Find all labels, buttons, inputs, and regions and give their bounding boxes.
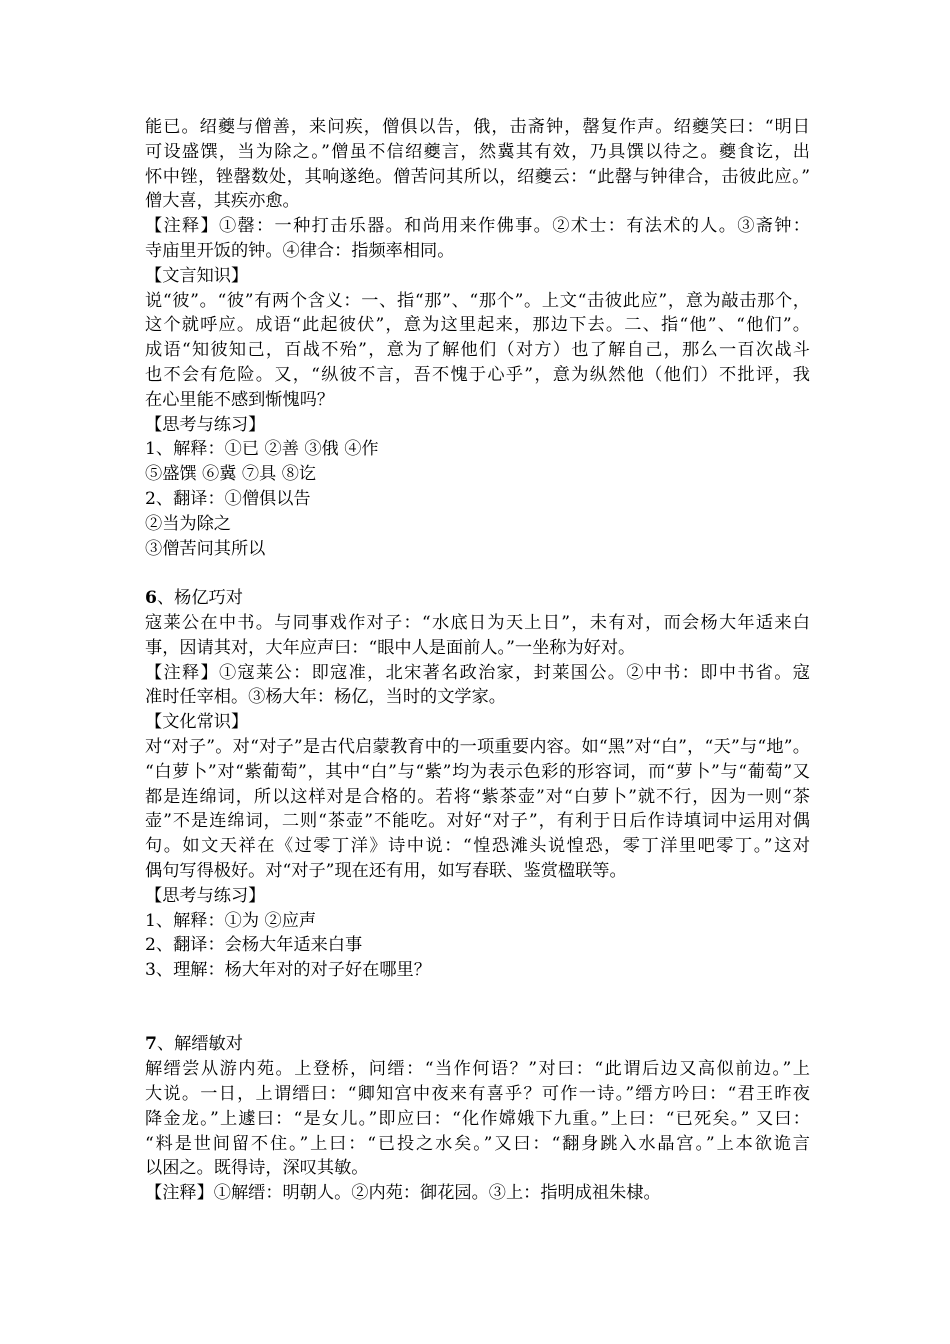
text-line: 这个就呼应。成语“此起彼伏”，意为这里起来，那边下去。二、指“他”、“他们”。: [145, 315, 810, 336]
text-line: 降金龙。”上遽曰：“是女儿。”即应曰：“化作嫦娥下九重。”上曰：“已死矣。” 又曰：: [145, 1108, 810, 1129]
section-7-body: [145, 1057, 810, 1181]
section-6-notes: [145, 661, 810, 711]
section-5-notes: [145, 214, 810, 264]
text-line: 大说。一日，上谓缙曰：“卿知宫中夜来有喜乎？可作一诗。”缙方吟曰：“君王昨夜: [145, 1084, 810, 1105]
text-line: 【注释】①寇莱公：即寇准，北宋著名政治家，封莱国公。②中书：即中书省。寇: [145, 662, 810, 683]
exercise-item: 1、解释：①为 ②应声: [145, 910, 317, 931]
section-6-culture: [145, 735, 810, 884]
exercise-item: ③僧苦问其所以: [145, 538, 266, 559]
text-line: 可设盛馔，当为除之。”僧虽不信绍夔言，然冀其有效，乃具馔以待之。夔食讫，出: [145, 141, 810, 162]
text-line: 怀中锉，锉罄数处，其响遂绝。僧苦问其所以，绍夔云：“此罄与钟律合，击彼此应。”: [145, 166, 810, 187]
text-line: 准时任宰相。③杨大年：杨亿，当时的文学家。: [145, 687, 506, 708]
text-line: 能已。绍夔与僧善，来问疾，僧俱以告，俄，击斋钟，罄复作声。绍夔笑曰：“明日: [145, 117, 810, 137]
section-5-knowledge-title: 【文言知识】: [145, 265, 249, 286]
text-line: 寇莱公在中书。与同事戏作对子：“水底日为天上日”，未有对，而会杨大年适来白: [145, 612, 810, 633]
text-line: 说“彼”。“彼”有两个含义：一、指“那”、“那个”。上文“击彼此应”，意为敲击那个，: [145, 290, 810, 311]
section-5-body: [145, 115, 810, 214]
section-7-number: 7: [145, 1034, 157, 1055]
text-line: 解缙尝从游内苑。上登桥，问缙：“当作何语？”对曰：“此谓后边又高似前边。”上: [145, 1059, 810, 1080]
exercise-item: ⑤盛馔 ⑥冀 ⑦具 ⑧讫: [145, 464, 317, 485]
text-line: 【注释】①罄：一种打击乐器。和尚用来作佛事。②术士：有法术的人。③斋钟：: [145, 216, 810, 237]
exercise-item: ②当为除之: [145, 513, 231, 534]
text-line: 僧大喜，其疾亦愈。: [145, 191, 300, 212]
text-line: 对“对子”。对“对子”是古代启蒙教育中的一项重要内容。如“黑”对“白”，“天”与“地”。: [145, 736, 810, 757]
section-7-title: 、解缙敏对: [156, 1034, 243, 1055]
text-line: “白萝卜”对“紫葡萄”，其中“白”与“紫”均为表示色彩的形容词，而“萝卜”与“葡萄”又: [145, 761, 810, 782]
section-6-heading: [145, 586, 810, 611]
text-line: “料是世间留不住。”上曰：“已投之水矣。”又曰：“翻身跳入水晶宫。”上本欲诡言: [145, 1133, 810, 1154]
section-6-number: 6: [145, 588, 157, 609]
text-line: 寺庙里开饭的钟。④律合：指频率相同。: [145, 240, 455, 261]
exercise-item: 2、翻译：会杨大年适来白事: [145, 935, 363, 956]
section-6-title: 、杨亿巧对: [156, 588, 243, 609]
text-line: 以困之。既得诗，深叹其敏。: [145, 1158, 369, 1179]
text-line: 【注释】①解缙：明朝人。②内苑：御花园。③上：指明成祖朱棣。: [145, 1183, 661, 1204]
text-line: 成语“知彼知己，百战不殆”，意为了解他们（对方）也了解自己，那么一百次战斗: [145, 340, 810, 361]
exercise-item: 2、翻译：①僧俱以告: [145, 488, 311, 509]
text-line: 也不会有危险。又，“纵彼不言，吾不愧于心乎”，意为纵然他（他们）不批评，我: [145, 364, 810, 385]
section-6-exercises: [145, 909, 810, 983]
text-line: 事，因请其对，大年应声曰：“眼中人是面前人。”一坐称为好对。: [145, 637, 636, 658]
text-line: 句。如文天祥在《过零丁洋》诗中说：“惶恐滩头说惶恐，零丁洋里吧零丁。”这对: [145, 836, 810, 857]
text-line: 壶”不是连绵词，二则“茶壶”不能吃。对好“对子”，有利于日后作诗填词中运用对偶: [145, 811, 810, 832]
text-line: 都是连绵词，所以这样对是合格的。若将“紫茶壶”对“白萝卜”就不行，因为一则“茶: [145, 786, 810, 807]
section-7-heading: [145, 1032, 810, 1057]
exercise-item: 3、理解：杨大年对的对子好在哪里？: [145, 960, 431, 981]
section-5-exercise-title: 【思考与练习】: [145, 414, 266, 435]
section-5-exercises: [145, 437, 810, 561]
exercise-item: 1、解释：①已 ②善 ③俄 ④作: [145, 439, 379, 460]
section-6-exercise-title: 【思考与练习】: [145, 885, 266, 906]
document-page: [145, 115, 810, 1206]
spacer: [145, 983, 810, 1033]
section-7-notes: [145, 1181, 810, 1206]
section-6-culture-title: 【文化常识】: [145, 712, 249, 733]
text-line: 偶句写得极好。对“对子”现在还有用，如写春联、鉴赏楹联等。: [145, 860, 627, 881]
spacer: [145, 561, 810, 586]
section-5-knowledge: [145, 289, 810, 413]
text-line: 在心里能不感到惭愧吗？: [145, 389, 335, 410]
section-6-body: [145, 611, 810, 661]
